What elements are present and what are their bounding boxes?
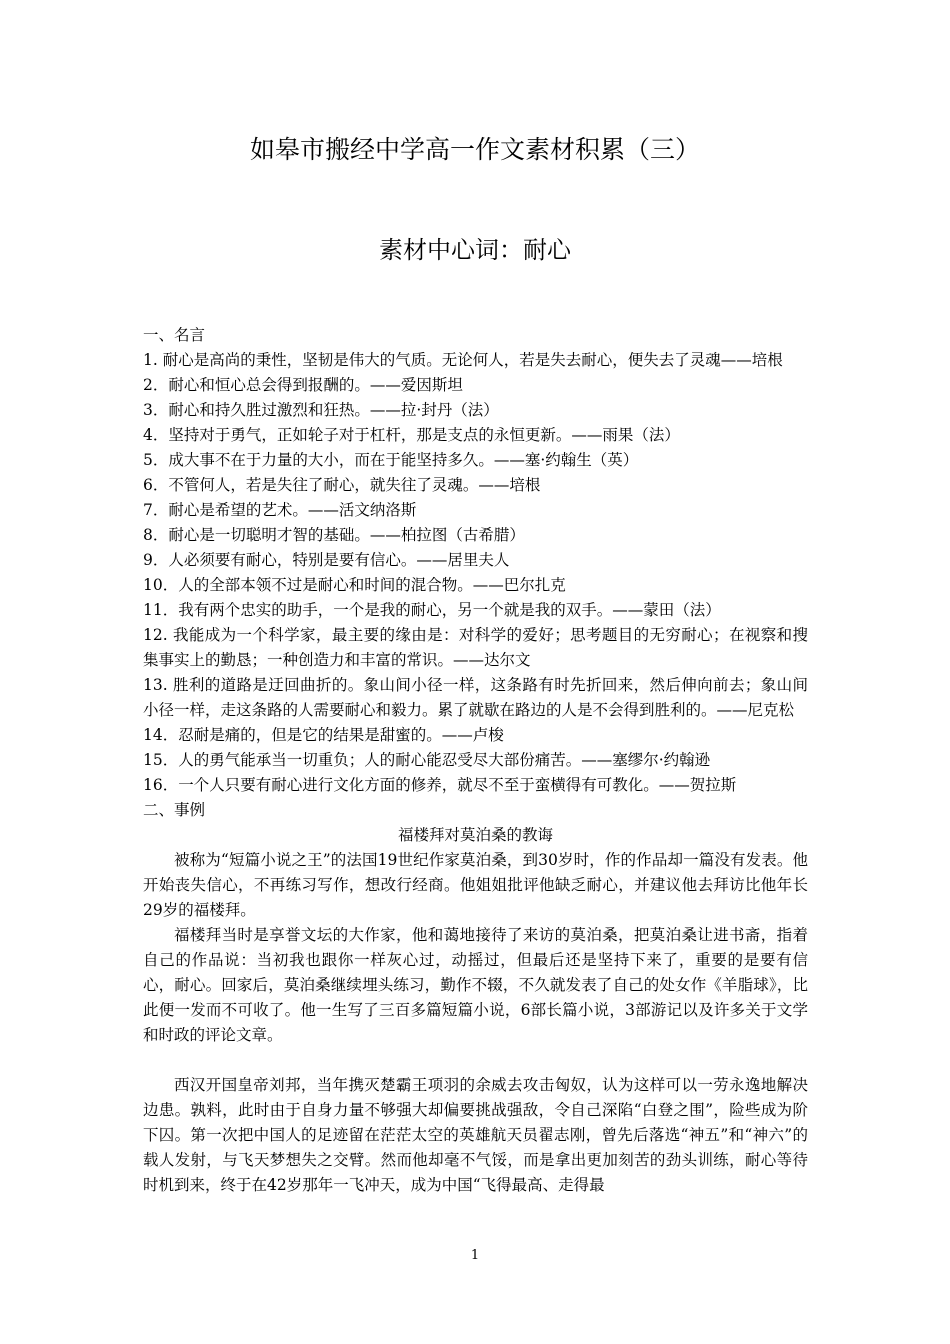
quote-item: 15．人的勇气能承当一切重负；人的耐心能忍受尽大部份痛苦。——塞缪尔·约翰逊 bbox=[143, 751, 711, 769]
quote-item: 5．成大事不在于力量的大小，而在于能坚持多久。——塞·约翰生（英） bbox=[143, 451, 639, 469]
quote-item: 3．耐心和持久胜过激烈和狂热。——拉·封丹（法） bbox=[143, 401, 499, 419]
section-heading-quotes: 一、名言 bbox=[143, 326, 206, 344]
quote-item: 12. 我能成为一个科学家，最主要的缘由是：对科学的爱好；思考题目的无穷耐心；在视察和搜集事实上的勤恳；一种创造力和丰富的常识。——达尔文 bbox=[143, 626, 808, 669]
quote-item: 13. 胜利的道路是迂回曲折的。象山间小径一样，这条路有时先折回来，然后伸向前去；象山间小径一样，走这条路的人需要耐心和毅力。累了就歇在路边的人是不会得到胜利的。——尼克松 bbox=[143, 676, 808, 719]
quote-item: 7．耐心是希望的艺术。——活文纳洛斯 bbox=[143, 501, 417, 519]
quote-item: 14．忍耐是痛的，但是它的结果是甜蜜的。——卢梭 bbox=[143, 726, 504, 744]
quote-item: 8．耐心是一切聪明才智的基础。——柏拉图（古希腊） bbox=[143, 526, 525, 544]
document-body bbox=[143, 323, 808, 1198]
quote-item: 2．耐心和恒心总会得到报酬的。——爱因斯坦 bbox=[143, 376, 463, 394]
quote-item: 1. 耐心是高尚的秉性，坚韧是伟大的气质。无论何人，若是失去耐心，便失去了灵魂——培根 bbox=[143, 351, 783, 369]
story-paragraph: 被称为“短篇小说之王”的法国19世纪作家莫泊桑，到30岁时，作的作品却一篇没有发表。他开始丧失信心，不再练习写作，想改行经商。他姐姐批评他缺乏耐心，并建议他去拜访比他年长29岁的福楼拜。 bbox=[143, 851, 808, 919]
quote-item: 9．人必须要有耐心，特别是要有信心。——居里夫人 bbox=[143, 551, 510, 569]
quote-item: 11．我有两个忠实的助手，一个是我的耐心，另一个就是我的双手。——蒙田（法） bbox=[143, 601, 721, 619]
document-title: 如皋市搬经中学高一作文素材积累（三） bbox=[249, 135, 700, 164]
story-title: 福楼拜对莫泊桑的教诲 bbox=[397, 826, 553, 844]
story-paragraph: 福楼拜当时是享誉文坛的大作家，他和蔼地接待了来访的莫泊桑，把莫泊桑让进书斋，指着自己的作品说：当初我也跟你一样灰心过，动摇过，但最后还是坚持下来了，重要的是要有信心，耐心。回家后，莫泊桑继续埋头练习，勤作不辍，不久就发表了自己的处女作《羊脂球》，比此便一发而不可收了。他一生写了三百多篇短篇小说，6部长篇小说，3部游记以及许多关于文学和时政的评论文章。 bbox=[143, 926, 808, 1044]
quote-item: 16．一个人只要有耐心进行文化方面的修养，就尽不至于蛮横得有可教化。——贺拉斯 bbox=[143, 776, 737, 794]
quote-item: 4．坚持对于勇气，正如轮子对于杠杆，那是支点的永恒更新。——雨果（法） bbox=[143, 426, 680, 444]
section-heading-examples: 二、事例 bbox=[143, 801, 206, 819]
quote-item: 10．人的全部本领不过是耐心和时间的混合物。——巴尔扎克 bbox=[143, 576, 566, 594]
paragraph-spacer bbox=[143, 1048, 808, 1073]
topic-subtitle: 素材中心词：耐心 bbox=[379, 236, 571, 264]
quote-item: 6．不管何人，若是失往了耐心，就失往了灵魂。——培根 bbox=[143, 476, 541, 494]
story-paragraph: 西汉开国皇帝刘邦，当年携灭楚霸王项羽的余威去攻击匈奴，认为这样可以一劳永逸地解决边患。孰料，此时由于自身力量不够强大却偏要挑战强敌，令自己深陷“白登之围”，险些成为阶下囚。第一次把中国人的足迹留在茫茫太空的英雄航天员翟志刚，曾先后落选“神五”和“神六”的载人发射，与飞天梦想失之交臂。然而他却毫不气馁，而是拿出更加刻苦的劲头训练，耐心等待时机到来，终于在42岁那年一飞冲天，成为中国“飞得最高、走得最 bbox=[143, 1076, 808, 1194]
page-number: 1 bbox=[470, 1248, 480, 1263]
